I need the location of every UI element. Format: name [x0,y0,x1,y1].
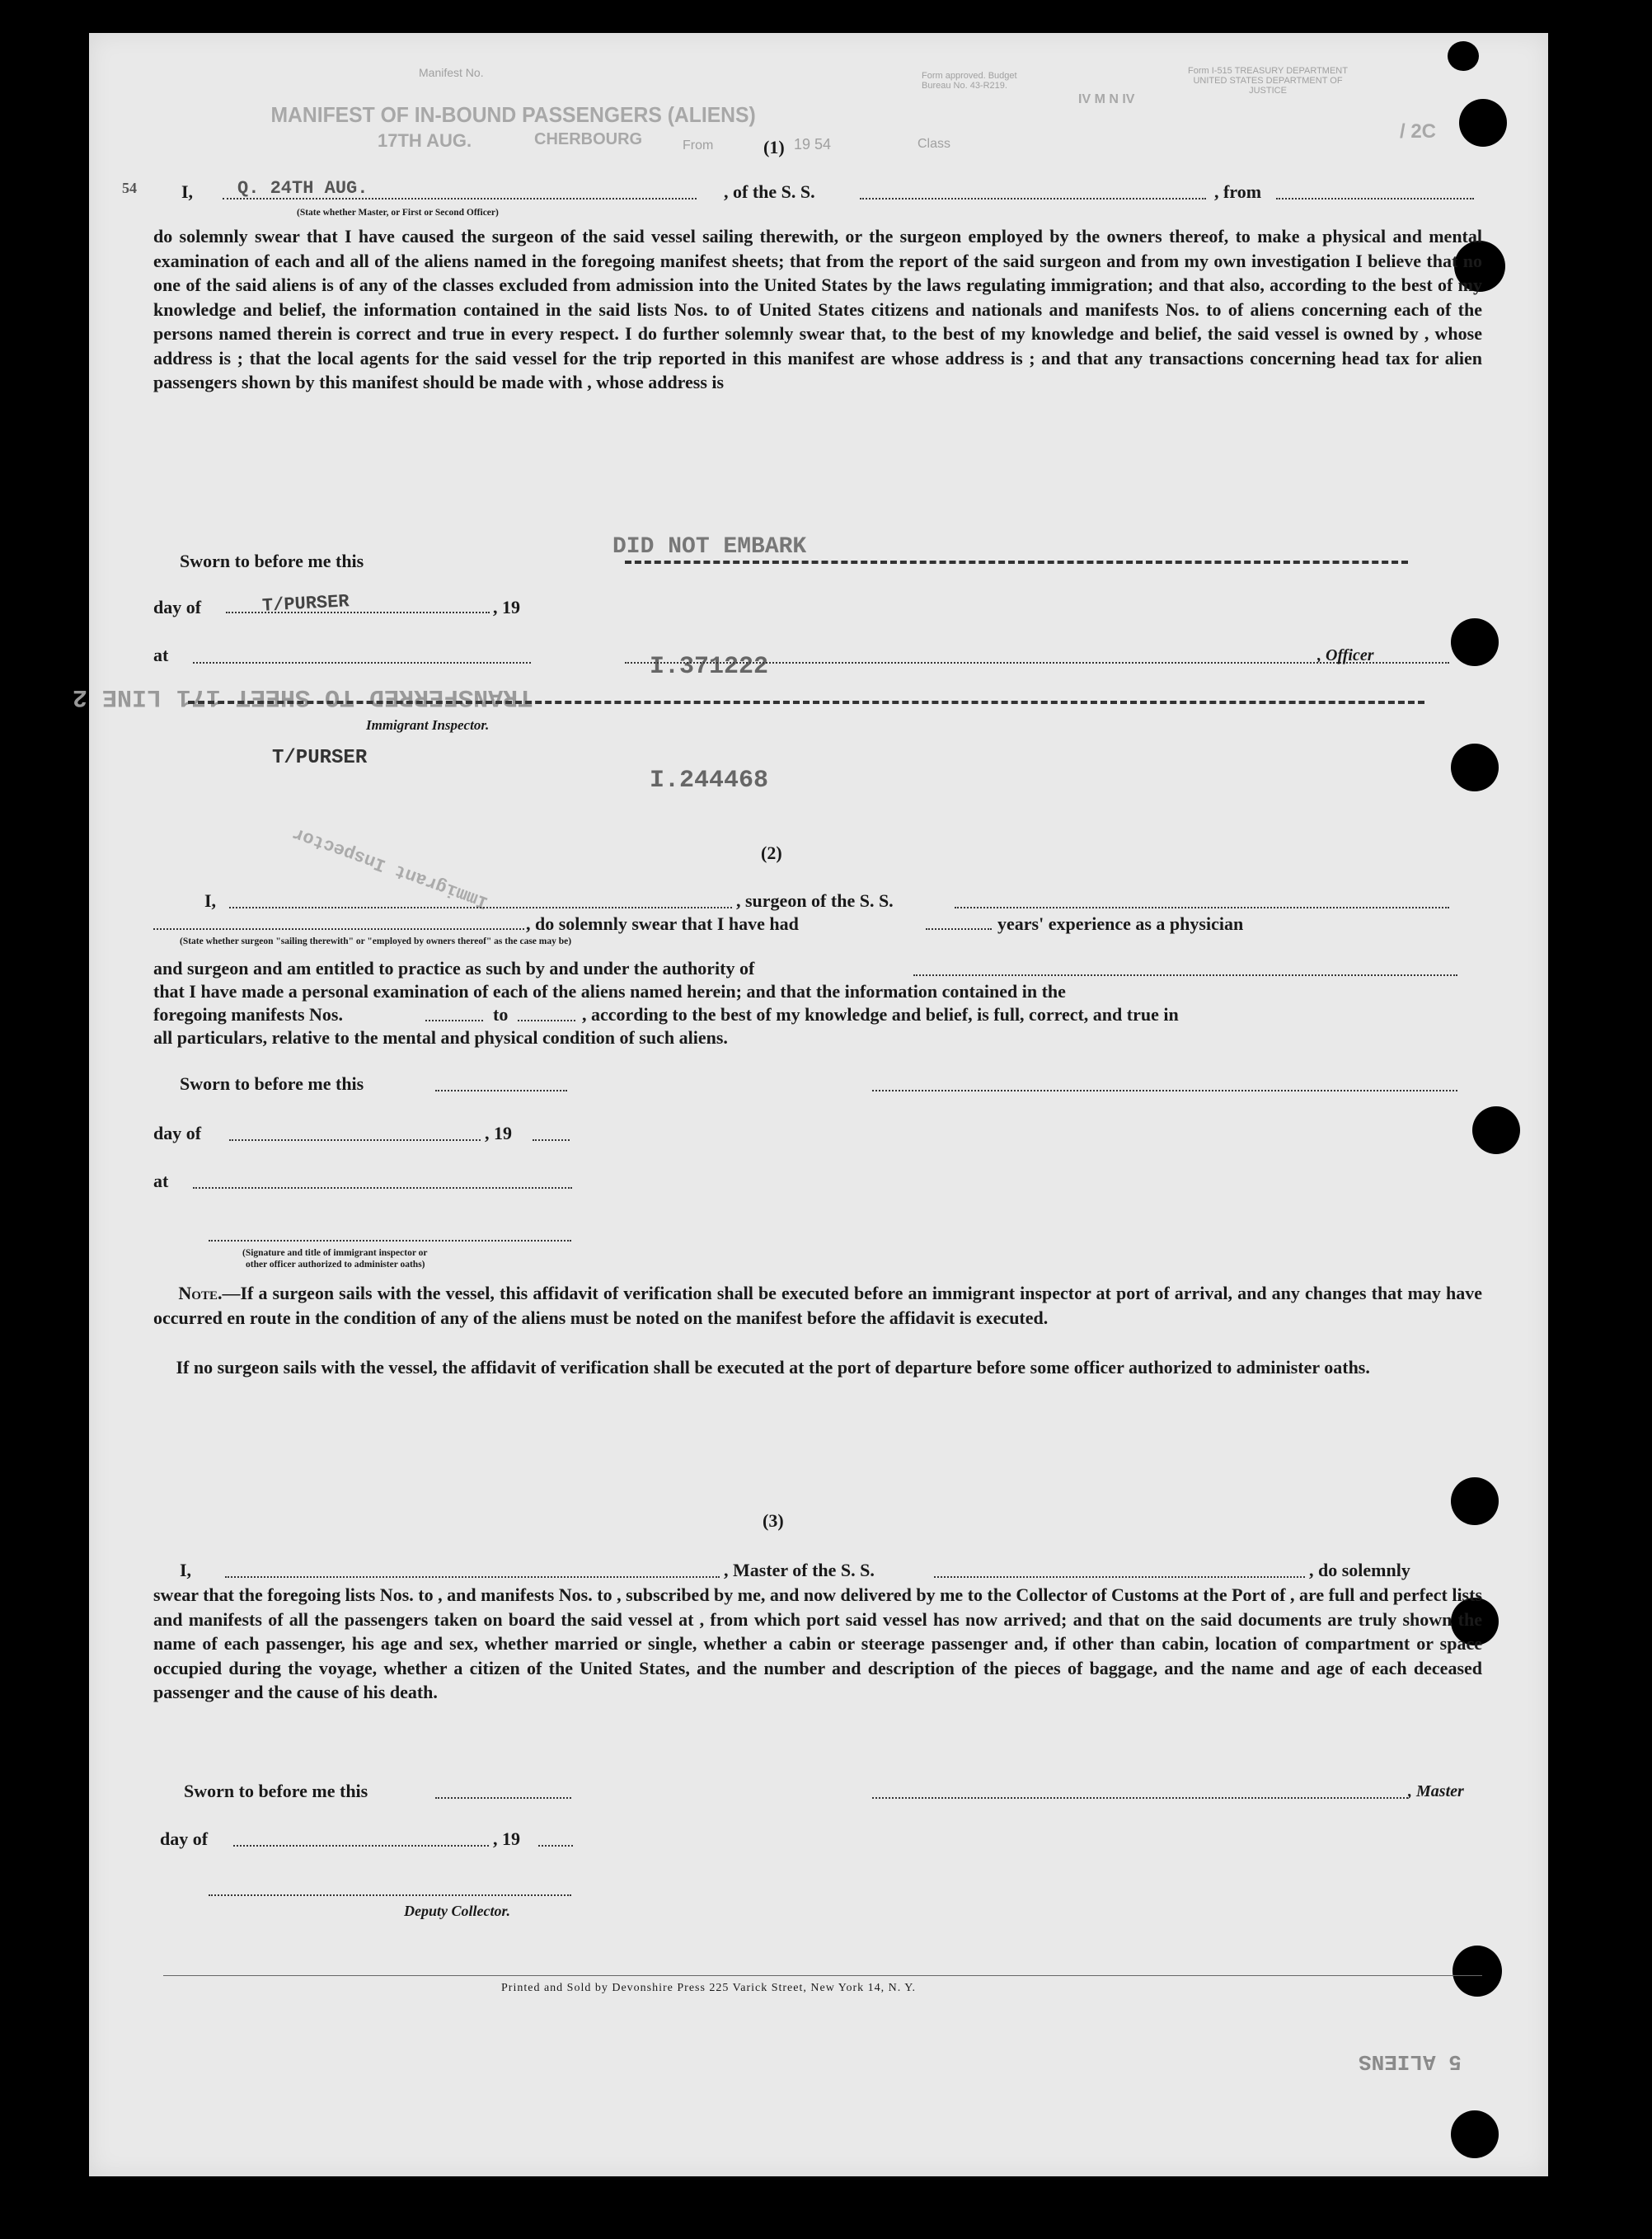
transferred-stamp: TRANSFERRED TO SHEET 171 LINE 2 [73,683,533,711]
s1-day-label: day of [153,597,202,617]
s3-year-label: , 19 [493,1828,520,1849]
s2-line2-end: years' experience as a physician [997,913,1244,934]
officer-note: (State whether Master, or First or Second Officer) [297,208,499,218]
vessel-field[interactable] [860,198,1206,199]
section-3-body: swear that the foregoing lists Nos. to , and manifests Nos. to , subscribed by me, and now delivered by me to the Collector of Customs at the Port of , are full and perfect lists and manifests of all the passengers taken on board the said vessel at , from which port said vessel has now arrived; and that on the said documents are truly shown the name of each passenger, his age and sex, whether married or single, whether a cabin or steerage passenger and, if other than cabin, location of compartment or space occupied during the voyage, whether a citizen of the United States, and the number and description of the pieces of baggage, and the name and age of each deceased passenger and the cause of his death. [153,1584,1482,1702]
s2-line1-mid: , surgeon of the S. S. [736,890,894,911]
s2-inspector-sig-field[interactable] [209,1240,571,1242]
s3-line1-start: I, [180,1560,192,1580]
s1-at-field[interactable] [193,662,531,664]
s3-collector-label: Deputy Collector. [404,1903,510,1919]
s3-line1-end: , do solemnly [1309,1560,1410,1580]
s3-sworn-field[interactable] [435,1797,571,1799]
s2-surgeon-name-field[interactable] [229,907,732,908]
s2-sworn-field[interactable] [435,1090,567,1091]
aliens-stamp: 5 ALIENS [1359,2049,1462,2074]
section-1-body: do solemnly swear that I have caused the surgeon of the said vessel sailing therewith, or the surgeon employed by the owners thereof, to make a physical and mental examination of each and all of the aliens named in the foregoing manifest sheets; that from the report of the said surgeon and from my own investigation I believe that no one of the said aliens is of any of the classes excluded from admission into the United States by the laws regulating immigration; and that also, according to the best of my knowledge and belief, the information contained in the said lists Nos. to of United States citizens and nationals and manifests Nos. to of aliens concerning each of the persons named therein is correct and true in every respect. I do further solemnly swear that, to the best of my knowledge and belief, the said vessel is owned by , whose address is ; that the local agents for the said vessel for the trip reported in this manifest are whose address is ; and that any transactions concerning head tax for alien passengers shown by this manifest should be made with , whose address is [153,226,1482,392]
s1-sworn-line[interactable] [625,561,1408,564]
note-paragraph-1 [153,1281,1482,1330]
s3-sworn-label: Sworn to before me this [184,1781,368,1801]
s2-signature-note-1: (Signature and title of immigrant inspector or [242,1248,428,1258]
s1-sworn-label: Sworn to before me this [180,551,364,571]
s3-year-field[interactable] [538,1845,573,1847]
s3-line1-mid: , Master of the S. S. [724,1560,875,1580]
port-from: CHERBOURG [534,130,643,148]
s2-day-label: day of [153,1123,202,1143]
printer-line: Printed and Sold by Devonshire Press 225 Varick Street, New York 14, N. Y. [501,1982,917,1994]
footer-rule [163,1975,1482,1976]
officer-handwritten: Q. 24TH AUG. [237,178,368,199]
s3-collector-sig-field[interactable] [209,1894,571,1896]
date-stamp: 17TH AUG. [378,130,472,151]
s2-line3: and surgeon and am entitled to practice as such by and under the authority of [153,958,755,979]
from-port-field[interactable] [1276,198,1474,199]
s1-line1-mid: , of the S. S. [724,181,815,202]
s2-line5-c: , according to the best of my knowledge and belief, is full, correct, and true in [582,1004,1179,1025]
punch-hole [1451,2110,1499,2158]
from-label: From [683,138,714,153]
s3-master-name-field[interactable] [225,1576,720,1578]
s2-sworn-label: Sworn to before me this [180,1073,364,1094]
list-mark: IV M N IV [1078,92,1135,106]
s2-surgeon-note: (State whether surgeon "sailing therewith" or "employed by owners thereof" as the case may be) [180,936,572,946]
punch-hole [1451,1477,1499,1525]
s3-day-label: day of [160,1828,209,1849]
section-2-number: (2) [761,843,782,863]
punch-hole [1459,99,1507,147]
t-purser-stamp: T/PURSER [261,591,350,617]
s2-year-field[interactable] [533,1139,570,1141]
year-stamp: 19 54 [794,136,832,153]
corner-mark: / 2C [1400,120,1437,143]
class-label: Class [918,137,951,151]
s2-vessel-field[interactable] [955,907,1449,908]
t-purser-stamp-2: T/PURSER [272,747,368,769]
s2-line4: that I have made a personal examination of each of the aliens named herein; and that the information contained in the [153,981,1066,1002]
s2-line6: all particulars, relative to the mental and physical condition of such aliens. [153,1027,728,1048]
s2-at-label: at [153,1171,169,1191]
note-paragraph-2 [153,1355,1482,1380]
s3-master-label: , Master [1408,1782,1464,1800]
note-heading: Note. [178,1283,223,1303]
s2-manifest-from-field[interactable] [425,1020,483,1021]
s2-signature-field[interactable] [872,1090,1457,1091]
budget-note: Form approved. Budget Bureau No. 43-R219. [922,71,1017,91]
s3-master-sig-field[interactable] [872,1797,1408,1799]
immigrant-inspector-stamp: Immigrant Inspector [289,822,491,913]
i-number-1: I.371222 [650,653,769,681]
s1-at-label: at [153,645,169,665]
note-text-1: —If a surgeon sails with the vessel, this affidavit of verification shall be executed before an immigrant inspector at port of arrival, and any changes that may have occurred en route in the condition of any of the aliens must be noted on the manifest before the affidavit is executed. [153,1283,1482,1328]
s2-line2-mid: , do solemnly swear that I have had [526,913,799,934]
s2-signature-note-2: other officer authorized to administer oaths) [246,1260,425,1270]
punch-hole [1448,41,1479,71]
manifest-title: MANIFEST OF IN-BOUND PASSENGERS (ALIENS) [270,102,756,127]
did-not-embark-stamp: DID NOT EMBARK [612,534,807,560]
s2-authority-field[interactable] [913,974,1457,976]
note-text-2: If no surgeon sails with the vessel, the affidavit of verification shall be executed at the port of departure before some officer authorized to administer oaths. [176,1357,1370,1378]
s2-manifest-to-field[interactable] [518,1020,575,1021]
s2-line5-a: foregoing manifests Nos. [153,1004,343,1025]
s1-inspector-label: Immigrant Inspector. [366,717,490,733]
margin-mark: 54 [122,180,137,196]
s3-vessel-field[interactable] [934,1576,1305,1578]
s2-line5-b: to [493,1004,509,1025]
section-3-number: (3) [763,1510,784,1531]
manifest-no: Manifest No. [419,66,484,79]
s3-day-field[interactable] [233,1845,489,1847]
s1-line1-end: , from [1214,181,1262,202]
s1-officer-label: , Officer [1317,646,1374,664]
s1-day-field[interactable] [226,612,490,613]
s2-line1-start: I, [204,890,217,911]
punch-hole [1451,618,1499,666]
section-1-number: (1) [763,137,785,157]
manifest-page [73,33,1548,2176]
punch-hole [1451,744,1499,791]
s1-line1-start: I, [181,181,194,202]
punch-hole [1453,1946,1502,1997]
s2-day-field[interactable] [229,1139,481,1141]
s2-years-field[interactable] [926,928,992,930]
s2-year-label: , 19 [485,1123,512,1143]
i-number-2: I.244468 [650,767,769,795]
s1-inspector-line[interactable] [188,701,1424,704]
punch-hole [1472,1106,1520,1154]
s2-employment-field[interactable] [153,928,524,930]
s2-at-field[interactable] [193,1187,572,1189]
s1-year-label: , 19 [493,597,520,617]
form-number-block: Form I-515 TREASURY DEPARTMENT UNITED STATES DEPARTMENT OF JUSTICE [1188,66,1348,96]
